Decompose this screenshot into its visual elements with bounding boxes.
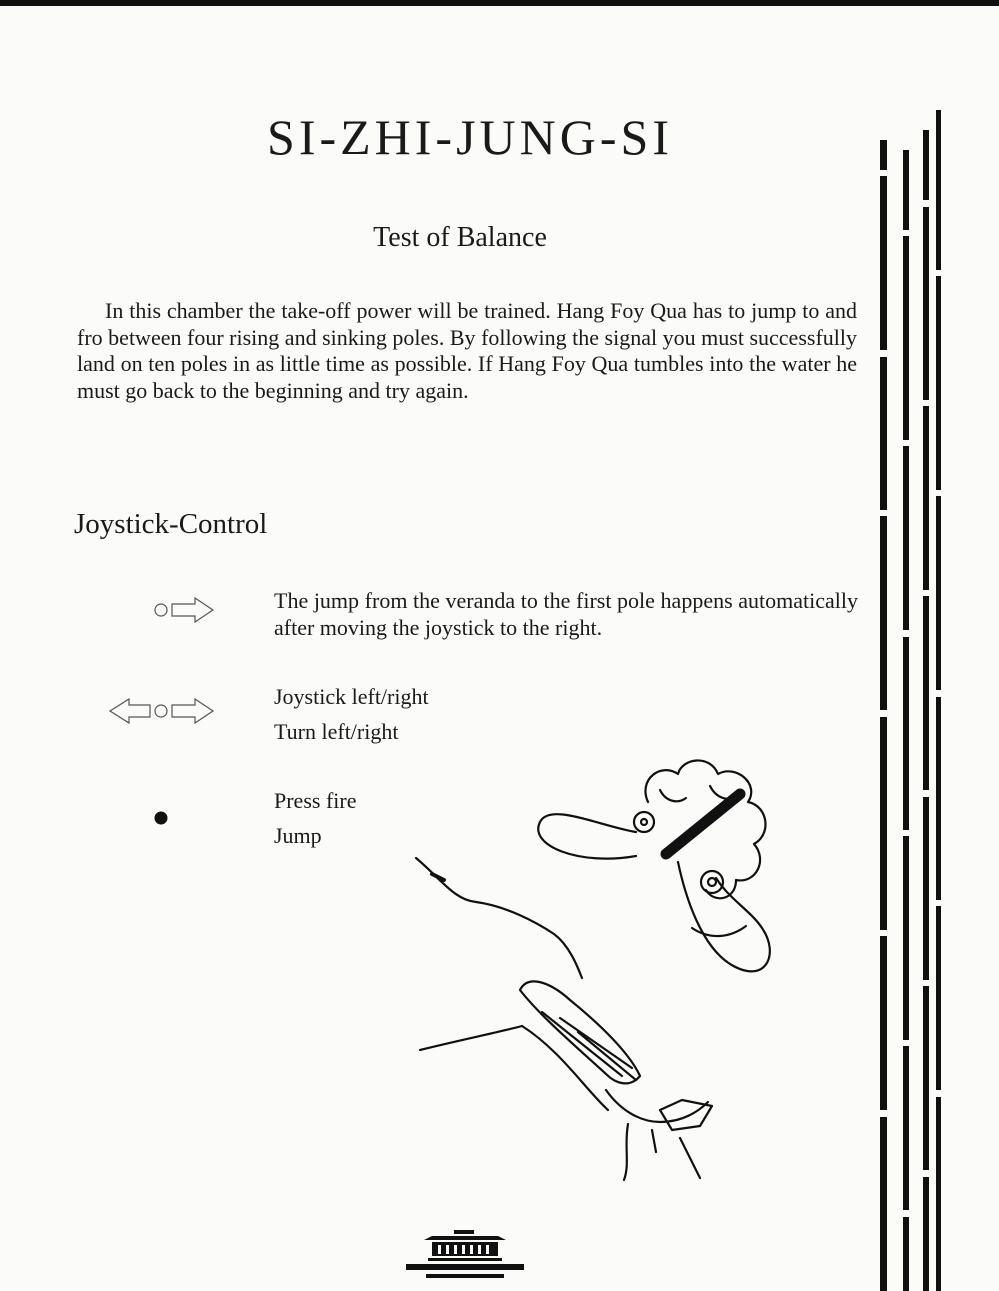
joystick-left-right-icon: [106, 696, 222, 728]
joystick-control-heading: Joystick-Control: [74, 508, 268, 540]
control-item-fire: [274, 787, 356, 849]
joystick-right-icon: [150, 596, 220, 626]
control-input-label: Joystick left/right: [274, 684, 429, 709]
bamboo-border: [868, 110, 948, 1291]
fire-button-icon: [150, 806, 174, 830]
pagoda-logo: [402, 1228, 528, 1284]
control-input-label: Press fire: [274, 788, 357, 813]
page-subtitle: Test of Balance: [373, 222, 547, 253]
control-item-left-right: [274, 683, 429, 745]
intro-paragraph: In this chamber the take-off power will be trained. Hang Foy Qua has to jump to and fro between four rising and sinking poles. By following the signal you must successfully land on ten poles in as little time as possible. If Hang Foy Qua tumbles into the water he must go back to the beginning and try again.: [77, 298, 857, 403]
control-action-label: Jump: [274, 823, 322, 848]
page-title: SI-ZHI-JUNG-SI: [267, 109, 673, 165]
control-description: The jump from the veranda to the first pole happens automatically after moving the joystick to the right.: [274, 588, 858, 640]
control-item-right: [274, 587, 858, 641]
mantis-illustration: [410, 750, 790, 1190]
top-rule: [0, 0, 999, 6]
control-action-label: Turn left/right: [274, 719, 399, 744]
